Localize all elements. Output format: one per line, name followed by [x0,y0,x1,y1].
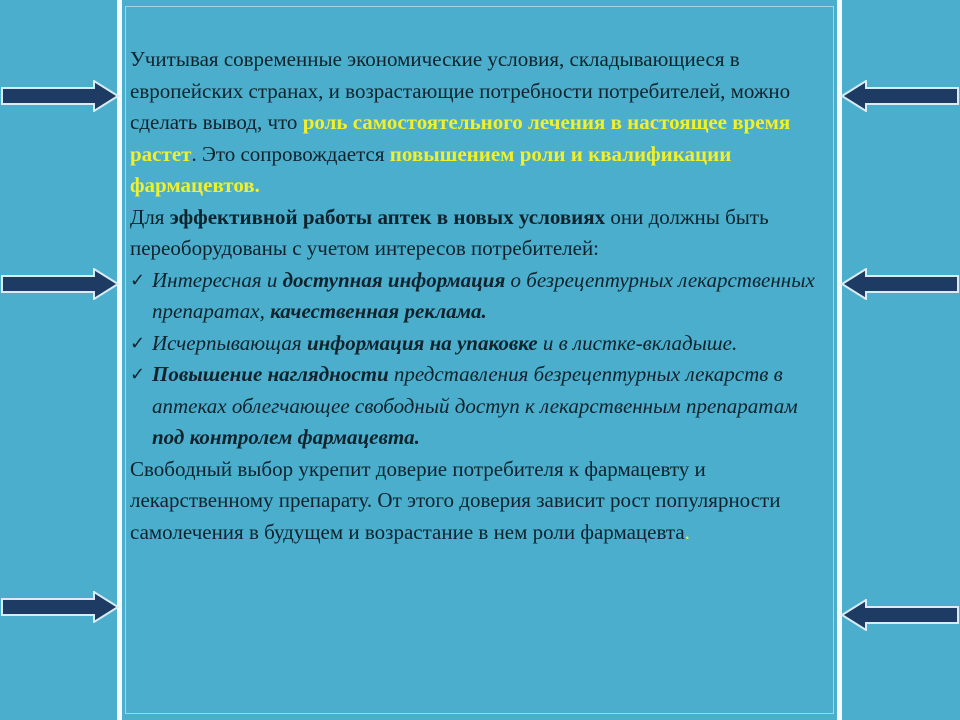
intro-text-continued: . Это сопровождается [191,141,390,166]
slide-text [130,44,830,548]
checkmark-icon: ✓ [130,332,146,354]
requirements-text-continued: они должны быть переоборудованы с учетом интересов потребителей: [130,204,769,260]
list-item-text: о безрецептурных лекарственных препаратах, [152,267,815,323]
arrow-right-icon [0,80,120,112]
requirements-list [130,265,830,454]
list-item-bold: информация на упаковке [306,330,538,355]
conclusion-dot: . [684,519,690,544]
checkmark-icon: ✓ [130,269,146,291]
list-item-text: и в листке-вкладыше. [537,330,738,355]
arrow-left-icon [840,80,960,112]
list-item-bold: доступная информация [282,267,506,292]
list-item-text: Исчерпывающая [152,330,307,355]
arrow-left-icon [840,599,960,631]
intro-paragraph [130,44,830,202]
list-item [130,328,830,360]
list-item-bold: под контролем фармацевта. [152,425,420,449]
requirements-paragraph [130,202,830,265]
list-item [130,359,830,454]
requirements-text: Для [130,204,170,229]
list-item-bold: качественная реклама. [270,299,487,323]
list-item-text: Интересная и [152,267,283,292]
highlight-self-treatment: роль самостоятельного лечения в настоящее время растет [130,110,791,166]
list-item [130,265,830,328]
arrow-right-icon [0,268,120,300]
highlight-pharmacist-role: повышением роли и квалификации фармацевтов. [130,141,732,197]
list-item-text: представления безрецептурных лекарств в аптеках облегчающее свободный доступ к лекарственным препаратам [152,362,798,418]
conclusion-paragraph [130,454,830,549]
intro-text: Учитывая современные экономические условия, складывающиеся в европейских странах, и возрастающие потребности потребителей, можно сделать вывод, что [130,47,791,134]
arrow-right-icon [0,591,120,623]
arrow-left-icon [840,268,960,300]
checkmark-icon: ✓ [130,364,146,385]
requirements-bold: эффективной работы аптек в новых условиях [169,204,606,229]
list-item-bold: Повышение наглядности [152,362,389,386]
conclusion-text: Свободный выбор укрепит доверие потребителя к фармацевту и лекарственному препарату. От этого доверия зависит рост популярности самолечения в будущем и возрастание в нем роли фармацевта [130,456,781,544]
